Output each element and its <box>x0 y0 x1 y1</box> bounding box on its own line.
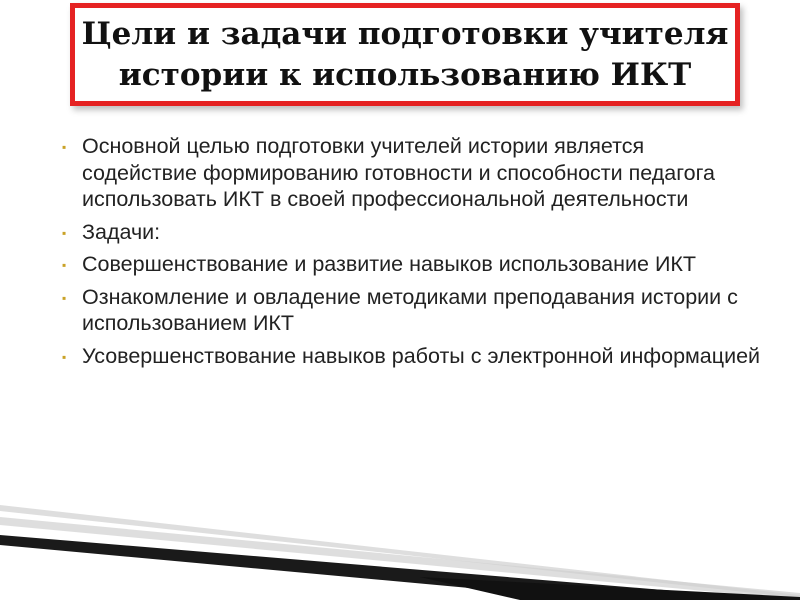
bullet-text: Совершенствование и развитие навыков использование ИКТ <box>82 252 697 276</box>
slide-content <box>62 133 762 375</box>
bullet-marker-icon: ▪ <box>62 225 67 240</box>
bullet-text: Усовершенствование навыков работы с электронной информацией <box>82 343 761 368</box>
swoosh-dark-band <box>0 535 800 600</box>
swoosh-mid-band <box>0 517 800 600</box>
bullet-marker-icon: ▪ <box>62 349 67 364</box>
decorative-swoosh <box>0 495 800 600</box>
bullet-item <box>62 343 762 370</box>
bullet-text: Задачи: <box>82 219 161 244</box>
bullet-marker-icon: ▪ <box>62 258 67 272</box>
slide-title: Цели и задачи подготовки учителя истории к использованию ИКТ <box>81 15 729 93</box>
bullet-marker-icon: ▪ <box>62 290 67 305</box>
bullet-item <box>62 219 762 246</box>
bullet-item <box>62 284 762 337</box>
bullet-list <box>62 133 762 369</box>
bullet-text: Основной целью подготовки учителей истории является содействие формированию готовности и способности педагога использовать ИКТ в своей профессиональной деятельности <box>82 134 715 211</box>
title-box <box>70 3 740 106</box>
bullet-item <box>62 133 762 213</box>
bullet-marker-icon: ▪ <box>62 140 67 154</box>
bullet-item <box>62 251 762 278</box>
bullet-text: Ознакомление и овладение методиками преподавания истории с использованием ИКТ <box>82 284 738 335</box>
